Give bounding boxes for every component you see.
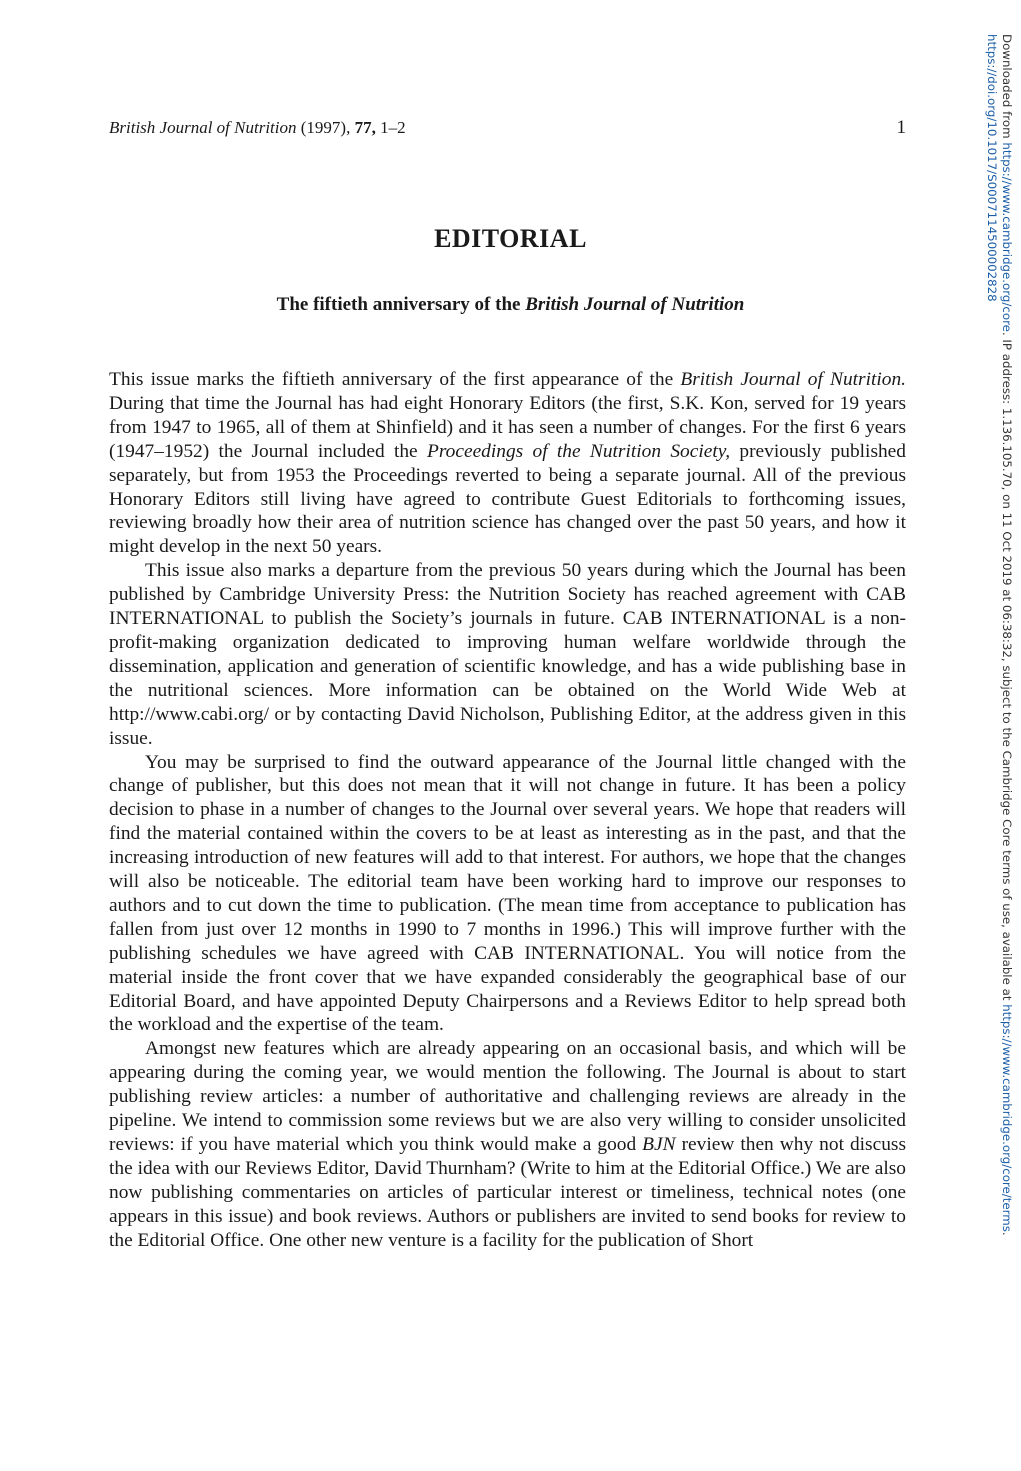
paragraph-1-text-e: previously published separately, but from 1953 the Proceedings reverted to being a separate journal. All of the previous Honorary Editors still living have agreed to contribute Guest Editorials to forthcoming issues, reviewing broadly how their area of nutrition science has changed over the past 50 years, and how it might develop in the next 50 years. [109, 440, 906, 558]
download-line-1 [999, 34, 1014, 1434]
paragraph-3: You may be surprised to find the outward appearance of the Journal little changed with the change of publisher, but this does not mean that it will not change in future. It has been a policy decision to phase in a number of changes to the Journal over several years. We hope that readers will find the material contained within the covers to be at least as interesting as in the past, and that the increasing introduction of new features will add to that interest. For authors, we hope that the changes will also be noticeable. The editorial team have been working hard to improve our responses to authors and to cut down the time to publication. (The mean time from acceptance to publication has fallen from just over 12 months in 1990 to 7 months in 1996.) This will improve further with the publishing schedules we have agreed with CAB INTERNATIONAL. You will notice from the material inside the front cover that we have expanded considerably the geographical base of our Editorial Board, and have appointed Deputy Chairpersons and a Reviews Editor to help spread both the workload and the expertise of the team. [109, 751, 906, 1036]
journal-volume: 77, [354, 118, 376, 137]
journal-name: British Journal of Nutrition [109, 118, 297, 137]
download-line-1-text: Downloaded from [1000, 34, 1014, 143]
paragraph-1-text-c: During that time the Journal has had eight Honorary Editors (the first, S.K. Kon, served for 19 years from 1947 to 1965, all of them at Shinfield) and it has seen a number of changes. For the first 6 years (1947–1952) the Journal included the [109, 392, 906, 462]
article-title-prefix: The fiftieth anniversary of the [276, 294, 526, 315]
journal-year: (1997), [300, 118, 351, 137]
doi-link[interactable]: https://doi.org/10.1017/S0007114500002828 [985, 34, 999, 302]
paragraph-2: This issue also marks a departure from the previous 50 years during which the Journal has been published by Cambridge University Press: the Nutrition Society has reached agreement with CAB INTERNATIONAL to publish the Society’s journals in future. CAB INTERNATIONAL is a non-profit-making organization dedicated to improving human welfare worldwide through the dissemination, application and generation of scientific knowledge, and has a wide publishing base in the nutritional sciences. More information can be obtained on the World Wide Web at http://www.cabi.org/ or by contacting David Nicholson, Publishing Editor, at the address given in this issue. [109, 560, 906, 749]
article-body [109, 368, 906, 1253]
download-line-2 [984, 34, 999, 1434]
download-sidebar-text [984, 34, 1014, 1434]
download-sidebar [984, 34, 1014, 1434]
paragraph-4-text-c: review then why not discuss the idea with our Reviews Editor, David Thurnham? (Write to him at the Editorial Office.) We are also now publishing commentaries on articles of particular interest or timeliness, technical notes (one appears in this issue) and book reviews. Authors or publishers are invited to send books for review to the Editorial Office. One other new venture is a facility for the publication of Short [109, 1134, 906, 1251]
running-head [109, 117, 906, 139]
paragraph-1-text-a: This issue marks the fiftieth anniversary of the first appearance of the [109, 369, 681, 390]
download-line-1-end: . [1000, 1231, 1014, 1236]
paragraph-1-proceedings-italic: Proceedings of the Nutrition Society, [426, 440, 731, 462]
journal-pages: 1–2 [380, 118, 406, 137]
cambridge-core-link[interactable]: https://www.cambridge.org/core [1000, 142, 1014, 332]
paragraph-1-journal-italic: British Journal of Nutrition. [680, 369, 906, 390]
download-line-1-rest: . IP address: 1.136.105.70, on 11 Oct 2019 at 06:38:32, subject to the Cambridge Core terms of use, available at [1000, 331, 1014, 1005]
article-title [0, 294, 1021, 316]
article-title-journal: British Journal of Nutrition [525, 294, 745, 315]
paragraph-1 [109, 368, 906, 559]
section-title: EDITORIAL [434, 224, 587, 253]
paragraph-4 [109, 1037, 906, 1252]
cambridge-terms-link[interactable]: https://www.cambridge.org/core/terms [1000, 1004, 1014, 1232]
paragraph-4-text-a: Amongst new features which are already appearing on an occasional basis, and which will be appearing during the coming year, we would mention the following. The Journal is about to start publishing review articles: a number of authoritative and challenging reviews are already in the pipeline. We intend to commission some reviews but we are also very willing to consider unsolicited reviews: if you have material which you think would make a good [109, 1038, 906, 1155]
paragraph-4-bjn-italic: BJN [642, 1134, 676, 1155]
page-number: 1 [896, 117, 906, 138]
